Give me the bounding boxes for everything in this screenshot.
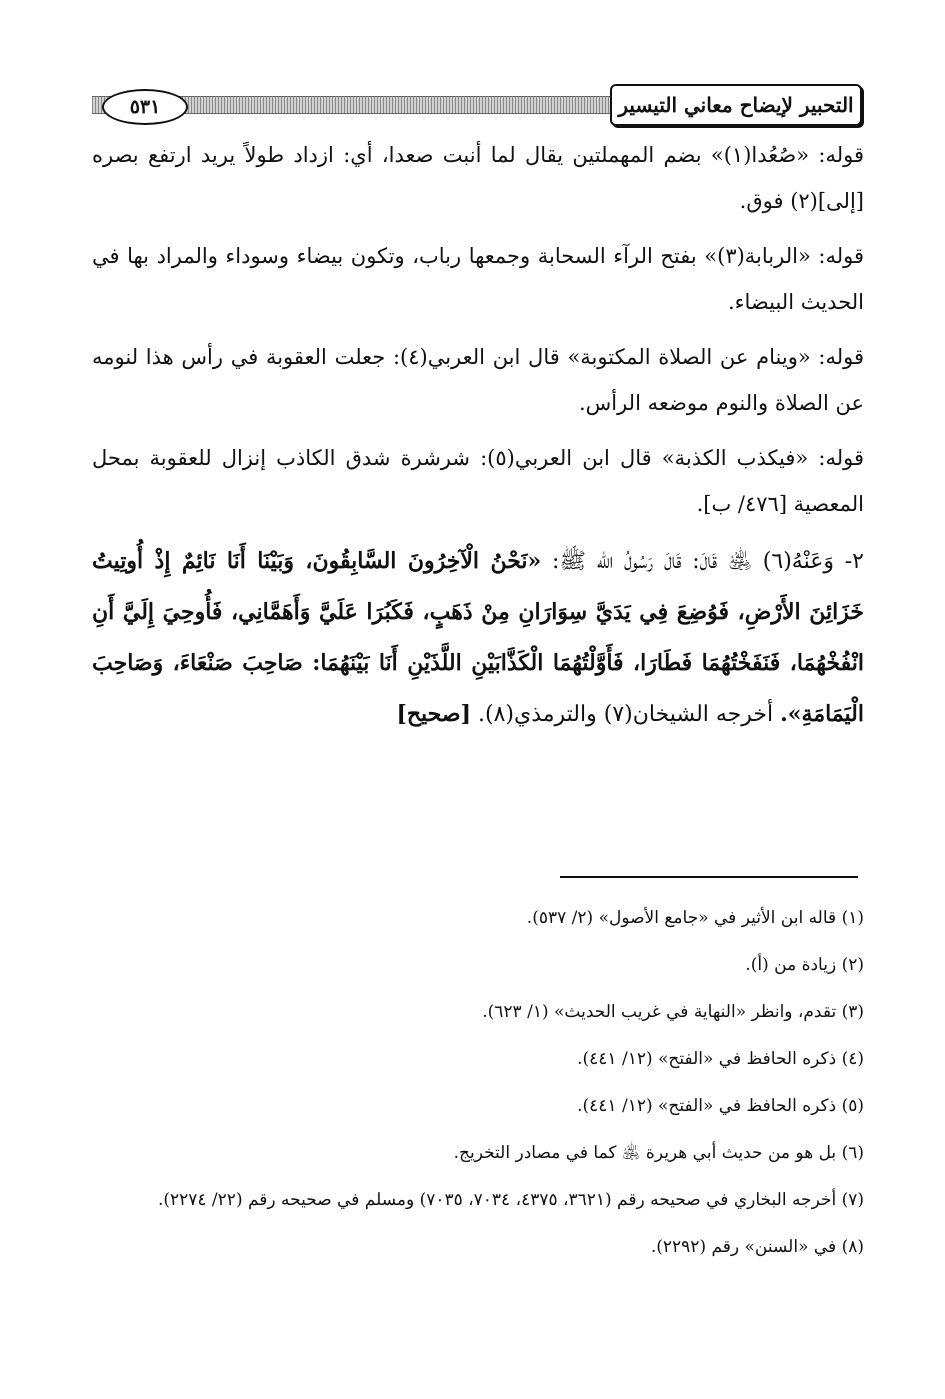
footnote-6: (٦) بل هو من حديث أبي هريرة ﵁ كما في مصادر التخريج. <box>453 1143 864 1163</box>
footnote-2: (٢) زيادة من (أ). <box>745 955 864 975</box>
footnote-7: (٧) أخرجه البخاري في صحيحه رقم (٣٦٢١، ٤٣٧٥، ٧٠٣٤، ٧٠٣٥) ومسلم في صحيحه رقم (٢٢/ ٢٢٧٤). <box>157 1190 864 1210</box>
page-header <box>92 84 862 126</box>
footnote-separator <box>560 876 858 878</box>
footnote-4: (٤) ذكره الحافظ في «الفتح» (١٢/ ٤٤١). <box>577 1049 864 1069</box>
footnote-8: (٨) في «السنن» رقم (٢٢٩٢). <box>650 1237 864 1257</box>
footnotes <box>92 906 864 1282</box>
hadith-intro: ٢- وَعَنْهُ(٦) ﵁ قَالَ: قَالَ رَسُولُ الله ﷺ: <box>541 549 864 574</box>
footnote-1: (١) قاله ابن الأثير في «جامع الأصول» (٢/ ٥٣٧). <box>526 908 864 928</box>
footnote-5: (٥) ذكره الحافظ في «الفتح» (١٢/ ٤٤١). <box>577 1096 864 1116</box>
hadith-source: أخرجه الشيخان(٧) والترمذي(٨). <box>470 702 781 727</box>
hadith-paragraph <box>92 536 864 740</box>
paragraph-sud: قوله: «صُعُدا(١)» بضم المهملتين يقال لما أنبت صعدا، أي: ازداد طولاً يريد ارتفع بصره [إلى](٢) فوق. <box>92 143 864 213</box>
paragraph-sleep-prayer: قوله: «وينام عن الصلاة المكتوبة» قال ابن العربي(٤): جعلت العقوبة في رأس هذا لنومه عن الصلاة والنوم موضعه الرأس. <box>92 345 865 415</box>
footnote-3: (٣) تقدم، وانظر «النهاية في غريب الحديث» (١/ ٦٢٣). <box>482 1002 864 1022</box>
hadith-text: «نَحْنُ الْآخِرُونَ السَّابِقُونَ، وَبَيْنَا أَنَا نَائِمٌ إِذْ أُوتِيتُ خَزَائِنَ الأَرْضِ، فَوُضِعَ فِي يَدَيَّ سِوَارَانِ مِنْ ذَهَبٍ، فَكَبُرَا عَلَيَّ وَأَهَمَّانِي، فَأُوحِيَ إِلَيَّ أَنِ انْفُخْهُمَا، فَنَفَخْتُهُمَا فَطَارَا، فَأَوَّلْتُهُمَا الْكَذَّابَيْنِ اللَّذَيْنِ أَنَا بَيْنَهُمَا: صَاحِبَ صَنْعَاءَ، وَصَاحِبَ الْيَمَامَةِ». <box>92 548 864 727</box>
main-text <box>92 132 864 749</box>
hadith-grade: [صحيح] <box>396 701 471 727</box>
paragraph-rababa: قوله: «الربابة(٣)» بفتح الرآء السحابة وجمعها رباب، وتكون بيضاء وسوداء والمراد بها في الحديث البيضاء. <box>92 244 864 314</box>
paragraph-lie: قوله: «فيكذب الكذبة» قال ابن العربي(٥): شرشرة شدق الكاذب إنزال للعقوبة بمحل المعصية [٤٧٦/ ب]. <box>92 446 864 516</box>
page-number: ٥٣١ <box>102 89 188 125</box>
book-title: التحبير لإيضاح معاني التيسير <box>610 84 862 126</box>
